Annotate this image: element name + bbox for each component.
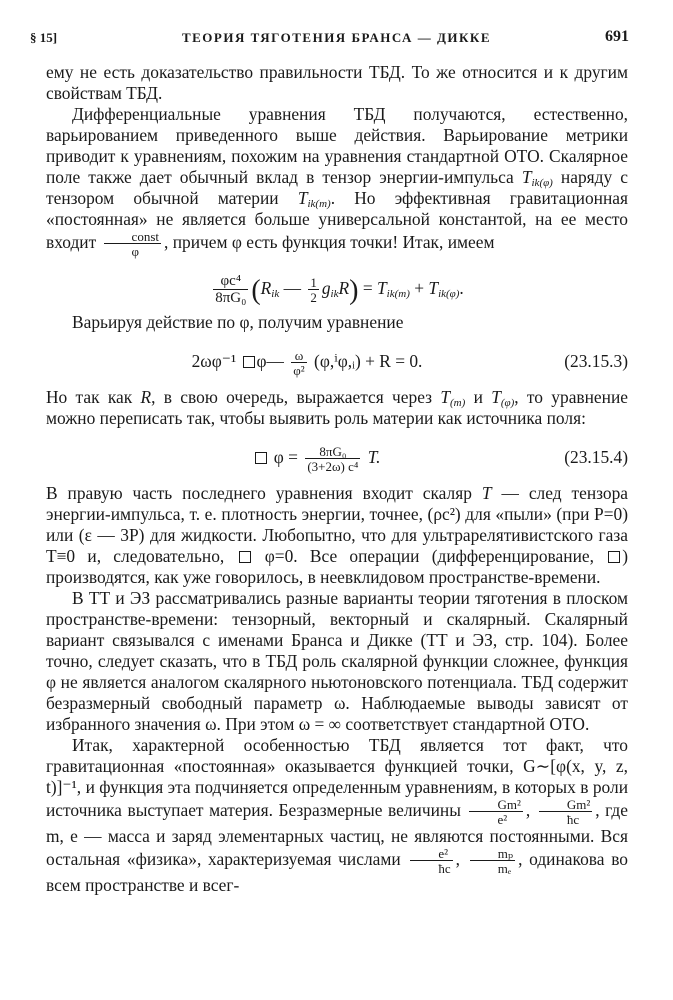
paragraph-6: В ТТ и ЭЗ рассматривались разные варианты теории тяготения в плоском пространстве-времени: тензорный, векторный и скалярный. Скалярный вариант связывался с именами Бранса и Дикке (ТТ и ЭЗ, стр. 104). Более точно, следует сказать, что в ТБД роль скалярной функции сложнее, функция φ не является аналогом скалярного ньютоновского потенциала. ТБД содержит безразмерный свободный параметр ω. Наблюдаемые выводы зависят от избранного значения ω. При этом ω = ∞ соответствует стандартной ОТО. — [46, 588, 628, 734]
omega-over-phi2-fraction: $\frac{\omega}{\text{φ²}}$ — [293, 348, 305, 378]
ratio-fraction: $\frac{\text{e²}}{ħc}$ — [410, 847, 452, 875]
equation-number: (23.15.4) — [564, 447, 628, 467]
page-number: 691 — [605, 28, 629, 45]
ratio-fraction: $\frac{\text{mₚ}}{\text{mₑ}}$ — [470, 847, 515, 875]
page-body — [46, 62, 628, 896]
section-marker: § 15] — [30, 30, 58, 45]
source-fraction: $\frac{\text{8πG₀}}{\text{(3+2ω) c⁴}}$ — [307, 444, 359, 474]
paragraph-4: Но так как R, в свою очередь, выражается через $T_{(m)}$ и $T_{(\varphi)}$, то уравнение можно переписать так, чтобы выявить роль материи как источника поля: — [46, 387, 628, 428]
equation-23-15-4: φ = $\frac{\text{8πG₀}}{\text{(3+2ω) c⁴}}$ T. (23.15.4) — [46, 435, 628, 479]
ratio-fraction: $\frac{\text{Gm²}}{ħc}$ — [539, 798, 592, 826]
dalembertian-icon — [608, 551, 620, 563]
equation-23-15-3: 2ωφ⁻¹ φ— $\frac{\omega}{\text{φ²}}$ (φ,ⁱφ,ᵢ) + R = 0. (23.15.3) — [191, 348, 628, 378]
paragraph-7: Итак, характерной особенностью ТБД является тот факт, что гравитационная «постоянная» оказывается функцией точки, G∼[φ(x, y, z, t)]⁻¹, и функция эта подчиняется определенным уравнениям, в которых в роли источника выступает материя. Безразмерные величины $\frac{\text{Gm²}}{\text{e²}}$ , $\frac{\text{Gm²}}{ħc}$ , где m, e — масса и заряд элементарных частиц, не являются постоянными. Вся остальная «физика», характеризуемая числами $\frac{\text{e²}}{ħc}$ , $\frac{\text{mₚ}}{\text{mₑ}}$ , одинакова во всем пространстве и всег- — [46, 735, 628, 895]
dalembertian-icon — [239, 551, 251, 563]
const-over-phi-fraction: $\frac{\text{const}}{\varphi}$ — [104, 230, 161, 258]
field-equation: $\frac{\text{φc⁴}}{\text{8πG₀}}$ ($R_{ik}$ — $\frac{1}{2}$ $g_{ik}R) = T_{ik(m)} + T_{ik(\varphi)}$. — [215, 273, 464, 306]
paragraph-2: Дифференциальные уравнения ТБД получаются, естественно, варьированием приведенного выше действия. Варьирование метрики приводит к уравнениям, похожим на уравнения стандартной ОТО. Скалярное поле также дает обычный вклад в тензор энергии-импульса $T_{ik(\varphi)}$ наряду с тензором обычной материи $T_{ik(m)}$. Но эффективная гравитационная «постоянная» не является больше универсальной константой, на ее место входит $\frac{\text{const}}{\varphi}$ , причем φ есть функция точки! Итак, имеем — [46, 104, 629, 259]
dalembertian-icon — [255, 452, 267, 464]
paragraph-5: В правую часть последнего уравнения входит скаляр T — след тензора энергии-импульса, т. е. плотность энергии, точнее, (ρc²) для «пыли» (при P=0) или (ε — 3P) для жидкости. Любопытно, что для ультрарелятивистского газа T≡0 и, следовательно, φ=0. Все операции (дифференцирование, ) производятся, как уже говорилось, в неевклидовом пространстве-времени. — [46, 483, 628, 587]
paragraph-3: Варьируя действие по φ, получим уравнение — [72, 312, 404, 332]
ratio-fraction: $\frac{\text{Gm²}}{\text{e²}}$ — [469, 798, 522, 826]
equation-number: (23.15.3) — [564, 351, 628, 371]
dalembertian-icon — [243, 356, 255, 368]
paragraph-1: ему не есть доказательство правильности ТБД. То же относится и к другим свойствам ТБД. — [46, 62, 628, 103]
running-title: ТЕОРИЯ ТЯГОТЕНИЯ БРАНСА — ДИККЕ — [181, 30, 492, 45]
running-header — [30, 24, 643, 50]
coupling-fraction: $\frac{\text{φc⁴}}{\text{8πG₀}}$ — [215, 273, 247, 306]
one-half-fraction: $\frac{1}{2}$ — [310, 275, 317, 305]
